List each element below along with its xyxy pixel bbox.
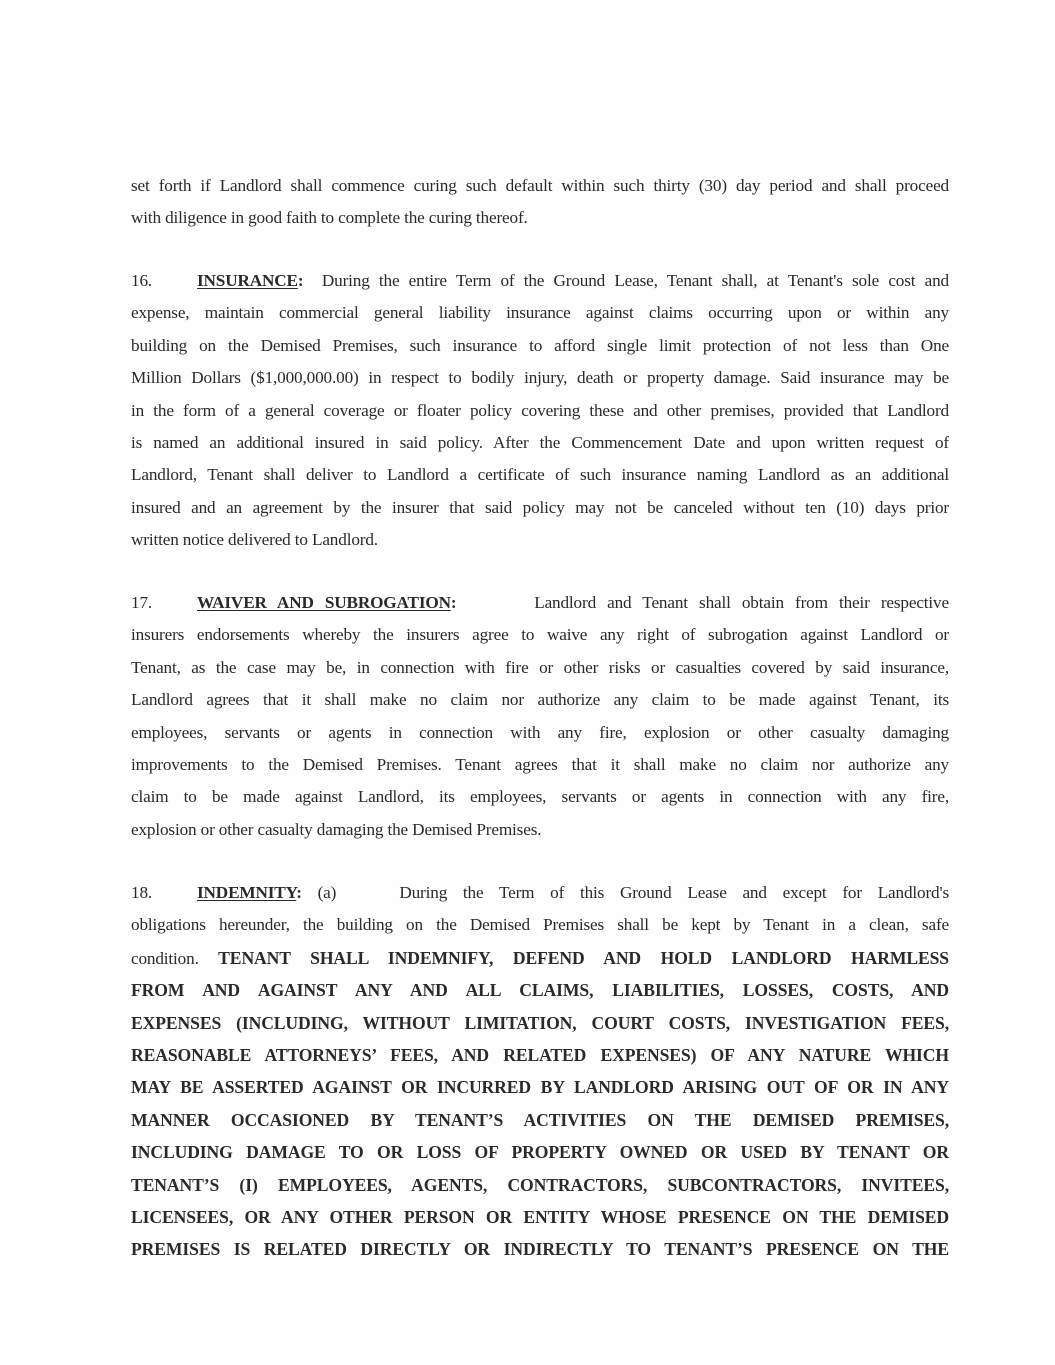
- section-heading: WAIVER AND SUBROGATION: [197, 593, 451, 612]
- section-heading: INDEMNITY: [197, 883, 297, 902]
- section-18-indemnity: [131, 877, 949, 1266]
- heading-colon: :: [296, 883, 302, 902]
- section-first-line: [131, 587, 949, 619]
- section-number: 18.: [131, 883, 153, 902]
- section-16-insurance: [131, 265, 949, 557]
- text-line: written notice delivered to Landlord.: [131, 530, 378, 550]
- text-line: building on the Demised Premises, such insurance to afford single limit protection of not less than One: [131, 335, 949, 355]
- text-line: expense, maintain commercial general liability insurance against claims occurring upon or within any: [131, 303, 949, 323]
- section-first-line: [131, 265, 949, 297]
- text-line: explosion or other casualty damaging the Demised Premises.: [131, 819, 542, 839]
- bold-caps-line: TENANT’S (I) EMPLOYEES, AGENTS, CONTRACTORS, SUBCONTRACTORS, INVITEES,: [131, 1174, 949, 1195]
- bold-caps-line: FROM AND AGAINST ANY AND ALL CLAIMS, LIABILITIES, LOSSES, COSTS, AND: [131, 980, 949, 1001]
- text-line: obligations hereunder, the building on the Demised Premises shall be kept by Tenant in a clean, safe: [131, 915, 949, 935]
- bold-caps-line: MAY BE ASSERTED AGAINST OR INCURRED BY LANDLORD ARISING OUT OF OR IN ANY: [131, 1077, 949, 1098]
- section-first-line: [131, 877, 949, 909]
- plain-text: condition.: [131, 948, 199, 968]
- continuation-paragraph: [131, 170, 949, 235]
- text-line: insured and an agreement by the insurer that said policy may not be canceled without ten (10) days prior: [131, 497, 949, 517]
- text-line: in the form of a general coverage or floater policy covering these and other premises, provided that Landlord: [131, 400, 949, 420]
- section-heading: INSURANCE: [197, 271, 298, 290]
- bold-caps-line: MANNER OCCASIONED BY TENANT’S ACTIVITIES ON THE DEMISED PREMISES,: [131, 1109, 949, 1130]
- bold-caps-line: REASONABLE ATTORNEYS’ FEES, AND RELATED EXPENSES) OF ANY NATURE WHICH: [131, 1044, 949, 1065]
- text-line: with diligence in good faith to complete the curing thereof.: [131, 208, 528, 228]
- text-line: Tenant, as the case may be, in connection with fire or other risks or casualties covered by said insurance,: [131, 657, 949, 677]
- text-line: set forth if Landlord shall commence curing such default within such thirty (30) day period and shall proceed: [131, 176, 949, 195]
- section-17-waiver-and-subrogation: [131, 587, 949, 846]
- bold-caps-line: EXPENSES (INCLUDING, WITHOUT LIMITATION, COURT COSTS, INVESTIGATION FEES,: [131, 1012, 949, 1033]
- bold-caps-text: TENANT SHALL INDEMNIFY, DEFEND AND HOLD LANDLORD HARMLESS: [218, 947, 949, 968]
- bold-caps-line: LICENSEES, OR ANY OTHER PERSON OR ENTITY WHOSE PRESENCE ON THE DEMISED: [131, 1206, 949, 1227]
- text-line: insurers endorsements whereby the insurers agree to waive any right of subrogation against Landlord or: [131, 625, 949, 645]
- section-text: (a) During the Term of this Ground Lease and except for Landlord's: [317, 883, 949, 902]
- text-line: Landlord agrees that it shall make no claim nor authorize any claim to be made against Tenant, its: [131, 690, 949, 710]
- section-text: During the entire Term of the Ground Lease, Tenant shall, at Tenant's sole cost and: [321, 271, 950, 290]
- section-number: 17.: [131, 593, 153, 612]
- text-line: Landlord, Tenant shall deliver to Landlord a certificate of such insurance naming Landlord as an additional: [131, 465, 949, 485]
- heading-colon: :: [450, 593, 457, 612]
- text-line: is named an additional insured in said policy. After the Commencement Date and upon written request of: [131, 432, 949, 452]
- heading-colon: :: [297, 271, 304, 290]
- text-line: employees, servants or agents in connection with any fire, explosion or other casualty damaging: [131, 722, 949, 742]
- section-text: Landlord and Tenant shall obtain from their respective: [534, 593, 949, 612]
- section-number: 16.: [131, 271, 153, 290]
- text-line: Million Dollars ($1,000,000.00) in respect to bodily injury, death or property damage. Said insurance may be: [131, 368, 949, 388]
- bold-caps-line: INCLUDING DAMAGE TO OR LOSS OF PROPERTY OWNED OR USED BY TENANT OR: [131, 1142, 949, 1163]
- text-line: [131, 942, 949, 974]
- bold-caps-line: PREMISES IS RELATED DIRECTLY OR INDIRECTLY TO TENANT’S PRESENCE ON THE: [131, 1239, 949, 1260]
- text-line: claim to be made against Landlord, its employees, servants or agents in connection with any fire,: [131, 787, 949, 807]
- text-line: improvements to the Demised Premises. Tenant agrees that it shall make no claim nor authorize any: [131, 754, 949, 774]
